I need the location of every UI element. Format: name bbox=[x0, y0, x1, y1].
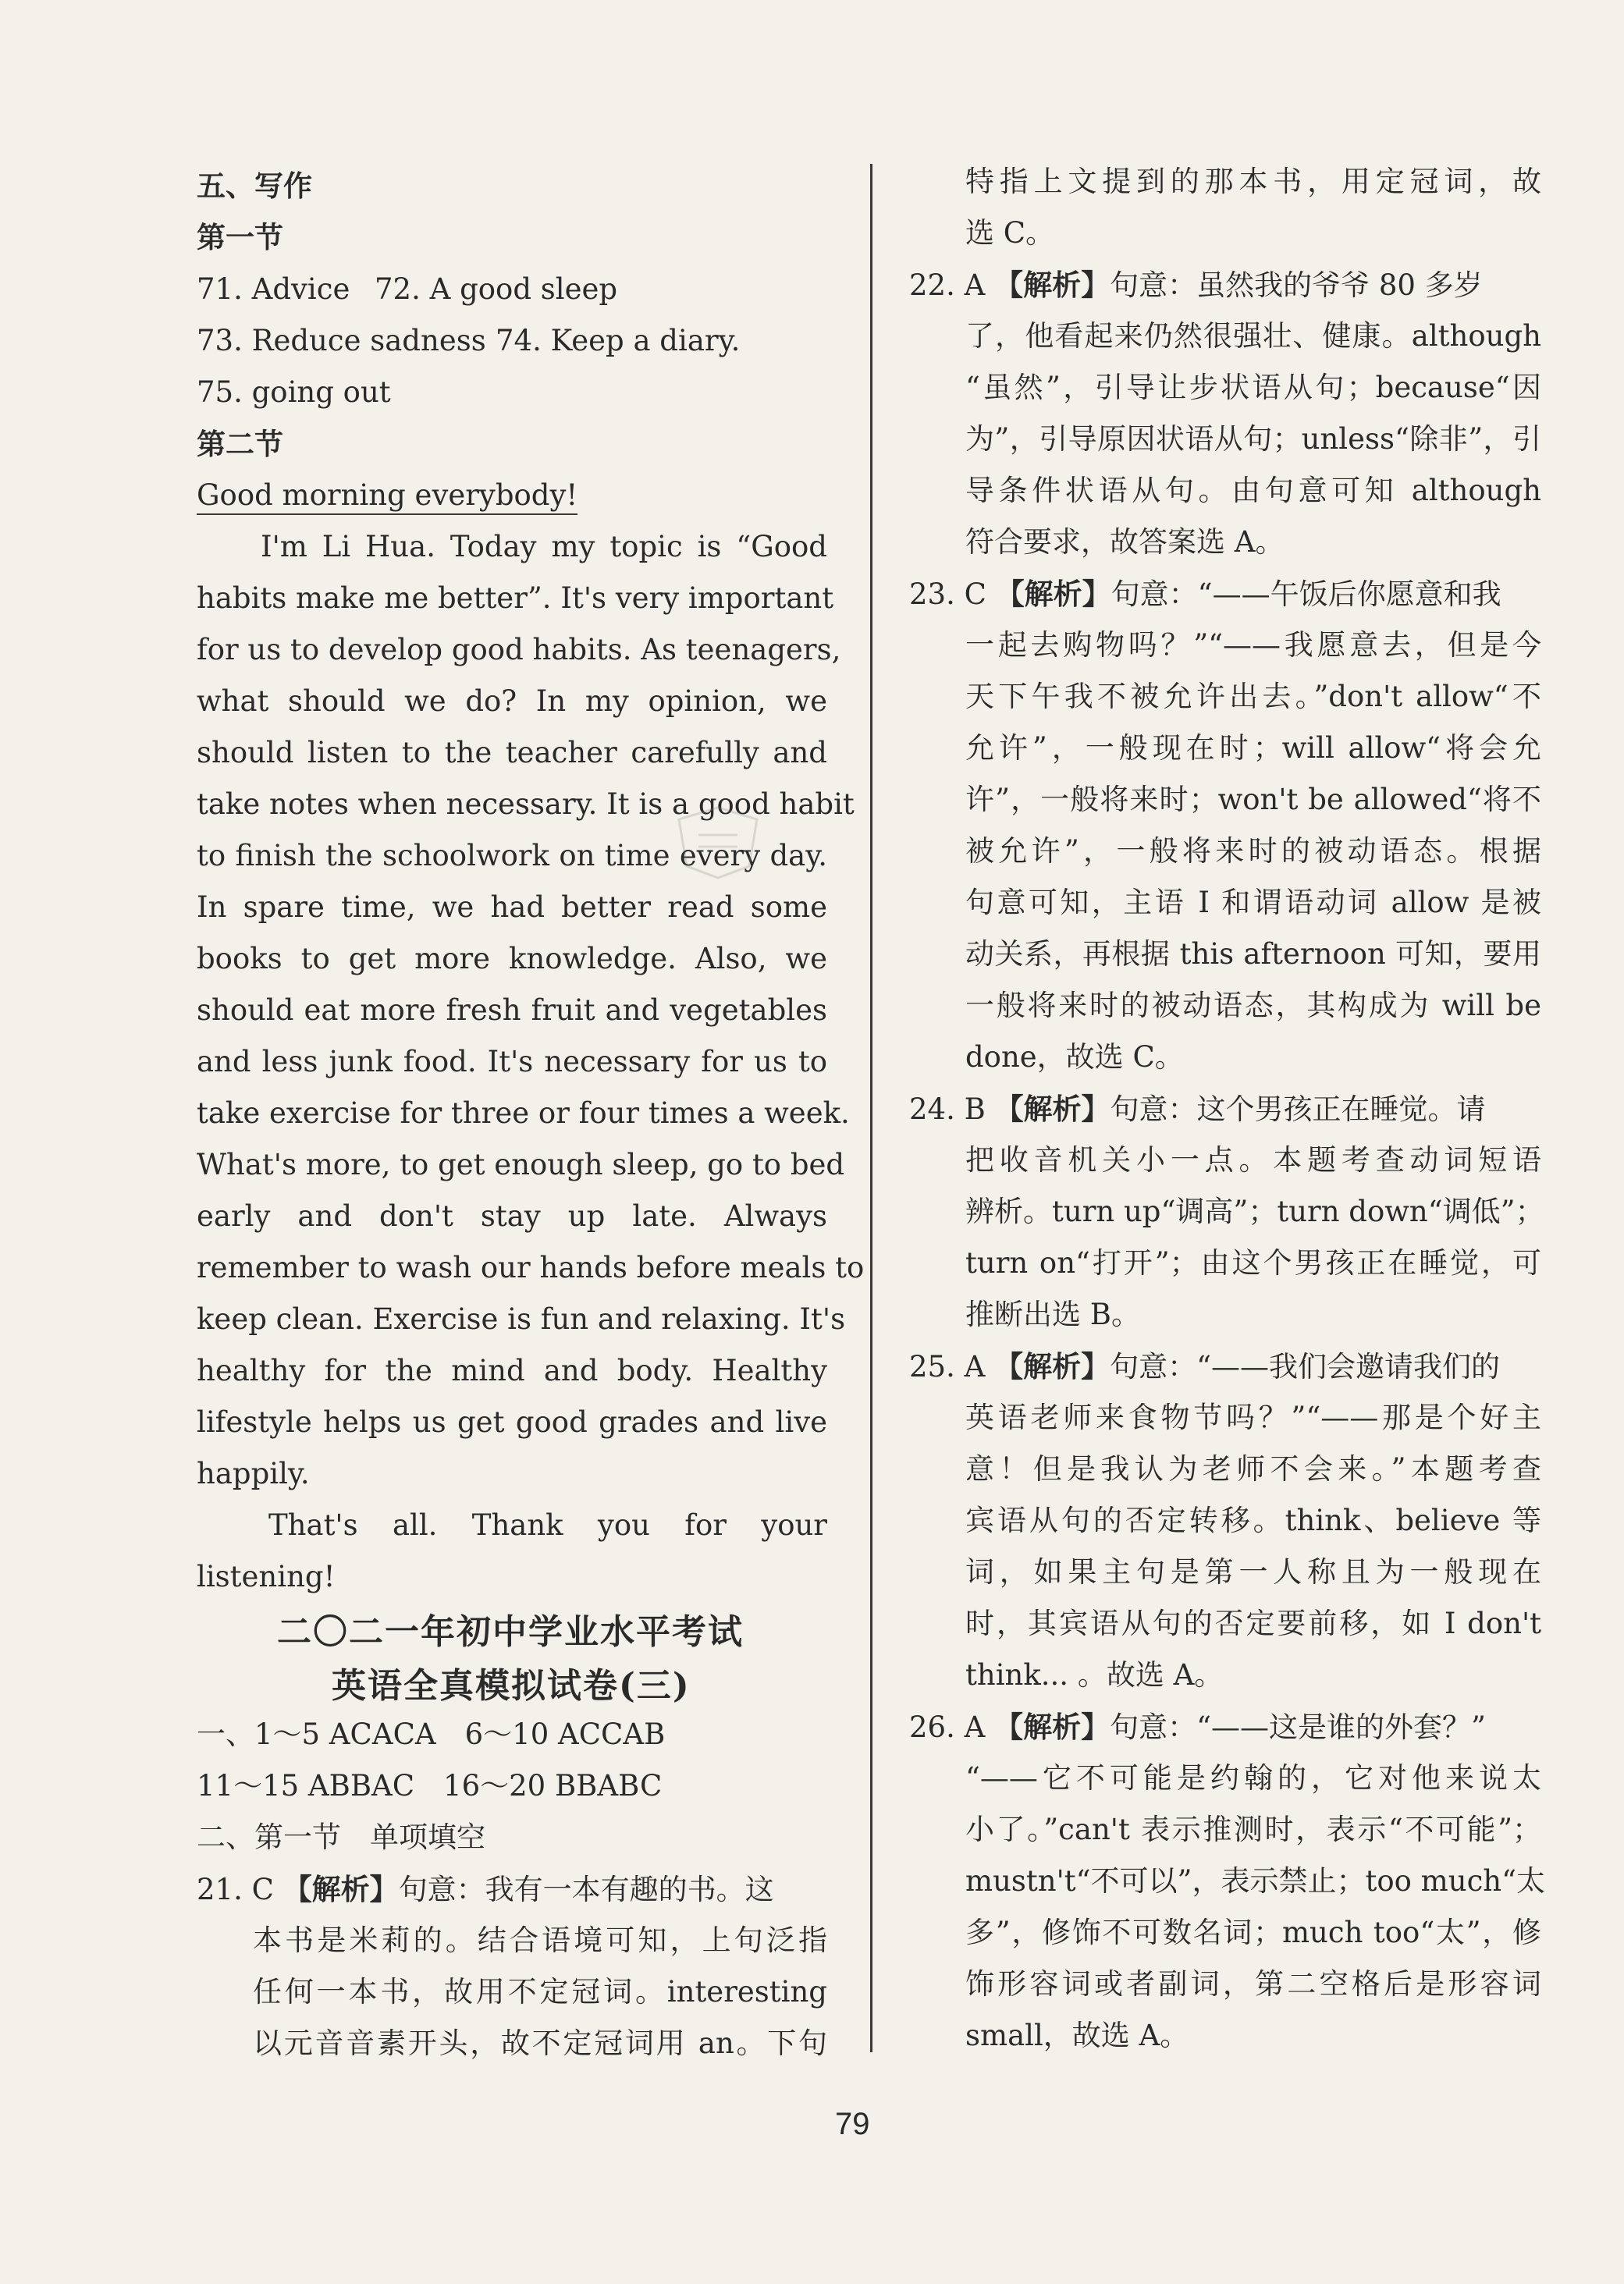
answer-71: 71. Advice bbox=[197, 272, 350, 306]
analysis-tag: 【解析】 bbox=[994, 1710, 1111, 1744]
explanation-line-text: “虽然”，引导让步状语从句；because“因 bbox=[965, 371, 1541, 404]
question-25-text: 句意：“——我们会邀请我们的 bbox=[1110, 1350, 1501, 1384]
essay-line bbox=[197, 1139, 845, 1191]
essay-line-text: should listen to the teacher carefully and bbox=[197, 736, 827, 769]
explanation-line-text: 允许”，一般现在时；will allow“将会允 bbox=[965, 731, 1541, 765]
explanation-line-text: 句意可知，主语 I 和谓语动词 allow 是被 bbox=[965, 886, 1541, 919]
explanation-line bbox=[965, 723, 1541, 774]
section-heading-writing: 五、写作 bbox=[197, 169, 312, 203]
explanation-line-text: 一般将来时的被动语态，其构成为 will be bbox=[965, 989, 1541, 1022]
essay-line bbox=[197, 1345, 827, 1397]
explanation-line-text: 以元音音素开头，故不定冠词用 an。下句 bbox=[253, 2026, 827, 2060]
question-21-label: 21. C bbox=[197, 1873, 274, 1906]
essay-line-text: What's more, to get enough sleep, go to bed bbox=[197, 1148, 845, 1181]
essay-line-text: I'm Li Hua. Today my topic is “Good bbox=[261, 530, 827, 563]
essay-line-text: keep clean. Exercise is fun and relaxing. It's bbox=[197, 1302, 846, 1336]
answers-1-10: 一、1～5 ACACA 6～10 ACCAB bbox=[197, 1717, 666, 1751]
essay-line bbox=[197, 1242, 865, 1294]
explanation-line bbox=[253, 1915, 827, 1966]
explanation-line-text: think... 。故选 A。 bbox=[965, 1658, 1224, 1692]
essay-greeting-text: Good morning everybody! bbox=[197, 478, 577, 515]
explanation-line bbox=[965, 1186, 1544, 1238]
question-24-text: 句意：这个男孩正在睡觉。请 bbox=[1110, 1092, 1486, 1126]
essay-line bbox=[197, 624, 841, 676]
explanation-line-text: 英语老师来食物节吗？”“——那是个好主 bbox=[965, 1401, 1541, 1434]
explanation-line-text: 饰形容词或者副词，第二空格后是形容词 bbox=[965, 1967, 1541, 2001]
explanation-line bbox=[965, 1907, 1541, 1959]
essay-line bbox=[197, 1294, 846, 1345]
essay-line-text: happily. bbox=[197, 1457, 310, 1490]
essay-line bbox=[197, 521, 827, 573]
exam-subtitle: 英语全真模拟试卷(三) bbox=[332, 1666, 691, 1706]
question-25 bbox=[909, 1341, 1500, 1393]
explanation-line bbox=[965, 1804, 1541, 1856]
explanation-line-text: 任何一本书，故用不定冠词。interesting bbox=[253, 1975, 827, 2009]
answer-75: 75. going out bbox=[197, 375, 391, 409]
question-23-label: 23. C bbox=[909, 577, 986, 611]
essay-line-text: remember to wash our hands before meals to bbox=[197, 1251, 865, 1284]
explanation-line-text: 特指上文提到的那本书，用定冠词，故 bbox=[965, 165, 1541, 198]
essay-closing-text: That's all. Thank you for your bbox=[268, 1508, 827, 1542]
essay-line-text: what should we do? In my opinion, we bbox=[197, 684, 827, 718]
essay-line-text: take notes when necessary. It is a good habit bbox=[197, 787, 855, 821]
explanation-line bbox=[965, 414, 1541, 465]
explanation-line bbox=[965, 517, 1284, 568]
explanation-line bbox=[965, 826, 1541, 877]
question-22-label: 22. A bbox=[909, 268, 986, 302]
explanation-line bbox=[965, 774, 1541, 826]
explanation-line bbox=[965, 208, 1054, 259]
question-21 bbox=[197, 1863, 774, 1916]
page-number: 79 bbox=[835, 2107, 870, 2141]
explanation-line-text: turn on“打开”；由这个男孩正在睡觉，可 bbox=[965, 1246, 1541, 1280]
essay-line-text: books to get more knowledge. Also, we bbox=[197, 942, 827, 975]
faint-stamp-icon bbox=[671, 804, 765, 882]
essay-line bbox=[197, 882, 827, 933]
question-22-text: 句意：虽然我的爷爷 80 多岁 bbox=[1110, 268, 1483, 302]
question-25-label: 25. A bbox=[909, 1350, 986, 1384]
analysis-tag: 【解析】 bbox=[994, 1349, 1111, 1384]
explanation-line-text: 时，其宾语从句的否定要前移，如 I don't bbox=[965, 1607, 1541, 1640]
answer-73: 73. Reduce sadness bbox=[197, 324, 486, 357]
explanation-line-text: 推断出选 B。 bbox=[965, 1298, 1140, 1331]
explanation-line-text: 多”，修饰不可数名词；much too“太”，修 bbox=[965, 1916, 1541, 1949]
essay-line bbox=[197, 1191, 827, 1242]
explanation-line-text: 一起去购物吗？”“——我愿意去，但是今 bbox=[965, 628, 1541, 662]
explanation-line bbox=[965, 620, 1541, 671]
explanation-line-text: 天下午我不被允许出去。”don't allow“不 bbox=[965, 680, 1541, 713]
explanation-line-text: 符合要求，故答案选 A。 bbox=[965, 525, 1285, 559]
question-22 bbox=[909, 259, 1483, 311]
essay-line-text: should eat more fresh fruit and vegetables bbox=[197, 993, 827, 1027]
explanation-line bbox=[965, 980, 1541, 1032]
question-26-label: 26. A bbox=[909, 1710, 986, 1744]
question-24 bbox=[909, 1083, 1486, 1135]
essay-line bbox=[197, 1397, 827, 1448]
answer-74: 74. Keep a diary. bbox=[496, 324, 741, 357]
explanation-line bbox=[965, 1650, 1223, 1701]
explanation-line-text: 辨析。turn up“调高”；turn down“调低”； bbox=[965, 1195, 1544, 1228]
explanation-line bbox=[965, 156, 1541, 208]
essay-line-text: and less junk food. It's necessary for us to bbox=[197, 1045, 827, 1078]
essay-line-text: habits make me better”. It's very important bbox=[197, 581, 834, 615]
explanation-line-text: 宾语从句的否定转移。think、believe 等 bbox=[965, 1504, 1541, 1537]
analysis-tag: 【解析】 bbox=[994, 268, 1111, 302]
explanation-line-text: 许”，一般将来时；won't be allowed“将不 bbox=[965, 783, 1541, 816]
explanation-line-text: 小了。”can't 表示推测时，表示“不可能”； bbox=[965, 1813, 1541, 1846]
analysis-tag: 【解析】 bbox=[995, 577, 1111, 611]
explanation-line bbox=[965, 877, 1541, 929]
explanation-line bbox=[965, 1856, 1546, 1907]
essay-line bbox=[197, 933, 827, 985]
explanation-line-text: 为”，引导原因状语从句；unless“除非”，引 bbox=[965, 422, 1541, 456]
essay-line bbox=[197, 573, 834, 624]
essay-greeting bbox=[197, 470, 577, 521]
question-24-label: 24. B bbox=[909, 1092, 986, 1126]
explanation-line-text: 选 C。 bbox=[965, 216, 1055, 250]
essay-line-text: early and don't stay up late. Always bbox=[197, 1199, 827, 1233]
explanation-line-text: 把收音机关小一点。本题考查动词短语 bbox=[965, 1143, 1541, 1177]
explanation-line bbox=[965, 1547, 1541, 1598]
part-heading-1: 第一节 bbox=[197, 220, 283, 254]
explanation-line bbox=[965, 1753, 1541, 1804]
explanation-line-text: 了，他看起来仍然很强壮、健康。although bbox=[965, 319, 1541, 353]
explanation-line-text: mustn't“不可以”，表示禁止；too much“太 bbox=[965, 1864, 1546, 1898]
question-26 bbox=[909, 1701, 1486, 1753]
section-2-heading: 二、第一节 单项填空 bbox=[197, 1820, 485, 1854]
explanation-line bbox=[965, 1959, 1541, 2010]
explanation-line-text: 动关系，再根据 this afternoon 可知，要用 bbox=[965, 937, 1541, 971]
explanation-line bbox=[965, 311, 1541, 362]
explanation-line bbox=[965, 1135, 1541, 1186]
essay-line-text: healthy for the mind and body. Healthy bbox=[197, 1354, 827, 1387]
column-divider bbox=[870, 164, 872, 2052]
analysis-tag: 【解析】 bbox=[994, 1092, 1111, 1126]
explanation-line bbox=[965, 1444, 1541, 1495]
question-23 bbox=[909, 568, 1501, 620]
essay-line-text: for us to develop good habits. As teenagers, bbox=[197, 633, 841, 666]
essay-line bbox=[197, 1448, 310, 1500]
question-26-text: 句意：“——这是谁的外套？” bbox=[1110, 1710, 1486, 1744]
essay-line-text: In spare time, we had better read some bbox=[197, 890, 827, 924]
essay-line bbox=[197, 676, 827, 727]
answer-72: 72. A good sleep bbox=[375, 272, 618, 306]
essay-line bbox=[197, 1036, 827, 1088]
explanation-line-text: 被允许”，一般将来时的被动语态。根据 bbox=[965, 834, 1541, 868]
question-23-text: 句意：“——午饭后你愿意和我 bbox=[1111, 577, 1501, 611]
essay-line bbox=[197, 1088, 850, 1139]
analysis-tag: 【解析】 bbox=[283, 1872, 399, 1906]
explanation-line bbox=[965, 1032, 1184, 1083]
explanation-line bbox=[965, 1495, 1541, 1547]
essay-line-text: lifestyle helps us get good grades and live bbox=[197, 1405, 827, 1439]
explanation-line-text: 意！但是我认为老师不会来。”本题考查 bbox=[965, 1452, 1541, 1486]
explanation-line bbox=[965, 1598, 1541, 1650]
explanation-line bbox=[965, 1289, 1140, 1341]
explanation-line-text: 导条件状语从句。由句意可知 although bbox=[965, 474, 1541, 507]
essay-line bbox=[197, 727, 827, 779]
part-heading-2: 第二节 bbox=[197, 427, 283, 461]
essay-line-text: to finish the schoolwork on time every day. bbox=[197, 839, 827, 872]
explanation-line bbox=[253, 1966, 827, 2018]
explanation-line bbox=[965, 465, 1541, 517]
explanation-line-text: “——它不可能是约翰的，它对他来说太 bbox=[965, 1761, 1541, 1795]
exam-title: 二〇二一年初中学业水平考试 bbox=[277, 1612, 744, 1652]
explanation-line bbox=[965, 362, 1541, 414]
explanation-line bbox=[965, 1238, 1541, 1289]
explanation-line bbox=[965, 2010, 1189, 2062]
answers-11-20: 11～15 ABBAC 16～20 BBABC bbox=[197, 1769, 663, 1803]
explanation-line bbox=[253, 2018, 827, 2069]
explanation-line bbox=[965, 929, 1541, 980]
explanation-line-text: small，故选 A。 bbox=[965, 2019, 1189, 2052]
essay-line bbox=[197, 985, 827, 1036]
explanation-line-text: 本书是米莉的。结合语境可知，上句泛指 bbox=[253, 1923, 827, 1957]
explanation-line-text: 词，如果主句是第一人称且为一般现在 bbox=[965, 1555, 1541, 1589]
explanation-line-text: done，故选 C。 bbox=[965, 1040, 1184, 1074]
explanation-line bbox=[965, 1392, 1541, 1444]
essay-line-text: take exercise for three or four times a week. bbox=[197, 1096, 850, 1130]
question-21-text: 句意：我有一本有趣的书。这 bbox=[398, 1873, 774, 1906]
essay-closing-2: listening! bbox=[197, 1560, 336, 1593]
explanation-line bbox=[965, 671, 1541, 723]
essay-closing bbox=[197, 1500, 827, 1551]
